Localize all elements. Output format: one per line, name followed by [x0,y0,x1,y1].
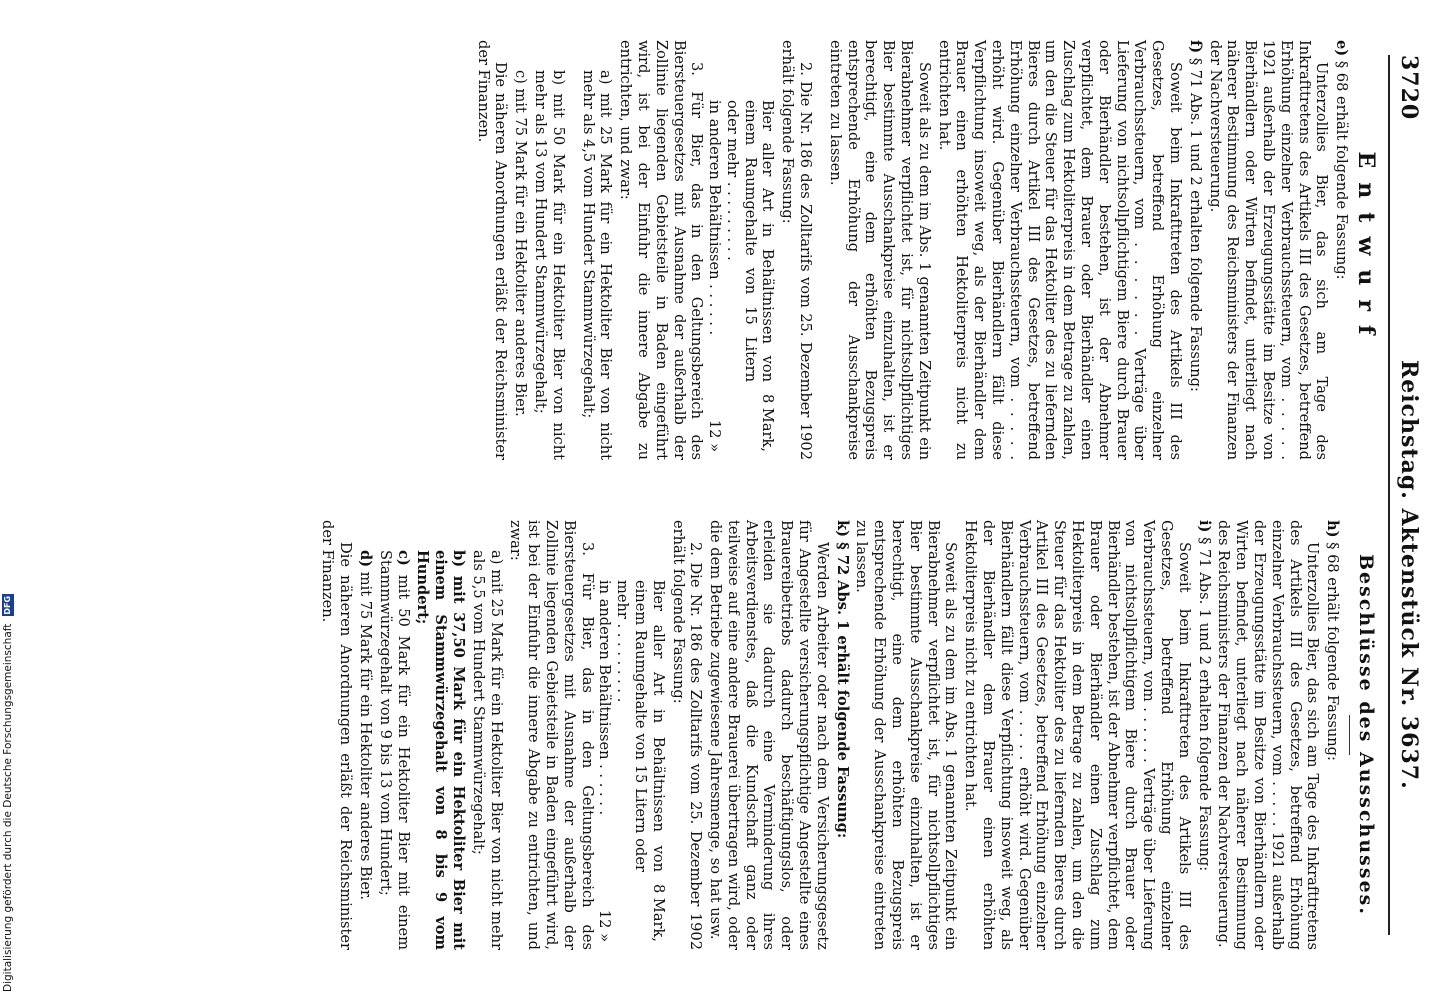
tariff-line: in anderen Behältnissen . . . . . . 12 » [596,580,614,942]
header-rule [1388,55,1390,935]
item-k: k) § 72 Abs. 1 erhält folgende Fassung: [833,520,851,839]
sub-item-b: b) mit 37,50 Mark für ein Hektoliter Bier mit einem Stammwürzegehalt von 8 bis 9 vom Hundert; [414,550,467,950]
paragraph: Soweit beim Inkrafttreten des Artikels III des Gesetzes, betreffend Erhöhung einzelner Verbrauchssteuern, vom . . . . . . Verträge über Lieferung von nichtsollpflichtigem Biere durch Brauer oder Bierhändler bestehen, ist der Abnehmer verpflichtet, dem Brauer oder Bierhändler einen Zuschlag zum Hektoliterpreis in dem Betrage zu zahlen, um den die Steuer für das Hektoliter des zu liefernden Bieres durch Artikel III des Gesetzes, betreffend Erhöhung einzelner Verbrauchssteuern, vom . . . . . erhöht wird. Gegenüber Bierhändlern fällt diese Verpflichtung insoweit weg, als der Bierhändler dem Brauer einen erhöhten Hektoliterpreis nicht zu entrichten hat. [962,520,1193,950]
tariff-line: in anderen Behältnissen . . . . . . 12 » [706,100,724,452]
column-beschluesse [317,520,1377,951]
dfg-logo: DFG [3,595,12,615]
paragraph: Soweit als zu dem im Abs. 1 genannten Zeitpunkt ein Bierabnehmer verpflichtet ist, für nichtsollpflichtiges Bier bestimmte Ausschankpreise einzuhalten, ist er berechtigt, eine dem erhöhten Bezugspreis entsprechende Erhöhung der Ausschankpreise eintreten zu lassen. [826,40,933,460]
column-heading: Beschlüsse des Ausschusses. [1355,554,1377,916]
item-i: i) § 71 Abs. 1 und 2 erhalten folgende Fassung: [1195,520,1213,872]
item-3: 3. Für Bier, das in den Geltungsbereich des Biersteuergesetzes mit Ausnahme der außerhalb der Zollinie liegenden Gebietsteile in Baden eingeführt wird, ist bei der Einfuhr die innere Abgabe zu entrichten, und zwar: [617,40,706,460]
tariff-line: Bier aller Art in Behältnissen von einem Raumgehalte von 15 Litern oder mehr . . . . . . . . . 8 Mark, [723,100,777,452]
sub-item-a: a) mit 25 Mark für ein Hektoliter Bier von nicht mehr als 5,5 vom Hundert Stammwürzegehalt; [469,550,505,951]
running-title: Reichstag. Aktenstück Nr. 3637. [1396,360,1422,790]
paragraph: Soweit als zu dem im Abs. 1 genannten Zeitpunkt ein Bierabnehmer verpflichtet ist, für nichtsollpflichtiges Bier bestimmte Ausschankpreise einzuhalten, ist er berechtigt, eine dem erhöhten Bezugspreis entsprechende Erhöhung der Ausschankpreise eintreten zu lassen. [853,520,960,950]
sub-item-d: d) mit 75 Mark für ein Hektoliter anderes Bier. [356,550,374,900]
sub-item-a: a) mit 25 Mark für ein Hektoliter Bier von nicht mehr als 4,5 vom Hundert Stammwürzegehalt; [579,70,615,461]
column-heading: Entwurf [1353,151,1379,349]
heading-rule [1349,715,1350,755]
paragraph: Unterzollies Bier, das sich am Tage des Inkrafttretens des Artikels III des Gesetzes, betreffend Erhöhung einzelner Verbrauchssteuern, vom . . . . . 1921 außerhalb der Erzeugungsstätte im Besitze von Bierhändlern oder Wirten befindet, unterliegt nach näherer Bestimmung des Reichsministers der Finanzen der Nachversteuerung. [1206,40,1331,460]
sub-item-c: c) mit 75 Mark für ein Hektoliter anderes Bier. [512,70,530,417]
closing-note: Die näheren Anordnungen erläßt der Reichsminister der Finanzen. [474,40,510,460]
item-e: e) § 68 erhält folgende Fassung: [1333,40,1351,280]
item-3: 3. Für Bier, das in den Geltungsbereich des Biersteuergesetzes mit Ausnahme der außerhalb der Zollinie liegenden Gebietsteile in Baden eingeführt wird, ist bei der Einfuhr die innere Abgabe zu entrichten, und zwar: [507,520,596,950]
credit-text: Digitalisierung gefördert durch die Deutsche Forschungsgemeinschaft [2,623,14,992]
page-number: 3720 [1396,55,1422,121]
item-h: h) § 68 erhält folgende Fassung: [1324,520,1342,761]
item-f: f) § 71 Abs. 1 und 2 erhalten folgende Fassung: [1186,40,1204,392]
paragraph: Soweit beim Inkrafttreten des Artikels III des Gesetzes, betreffend Erhöhung einzelner Verbrauchssteuern, vom . . . . . . Verträge über Lieferung von nichtsollpflichtigem Biere durch Brauer oder Bierhändler bestehen, ist der Abnehmer verpflichtet, dem Brauer oder Bierhändler einen Zuschlag zum Hektoliterpreis in dem Betrage zu zahlen, um den die Steuer für das Hektoliter des zu liefernden Bieres durch Artikel III des Gesetzes, betreffend Erhöhung einzelner Verbrauchssteuern, vom . . . . . erhöht wird. Gegenüber Bierhändlern fällt diese Verpflichtung insoweit weg, als der Bierhändler dem Brauer einen erhöhten Hektoliterpreis nicht zu entrichten hat. [935,40,1185,460]
column-entwurf [472,40,1379,461]
paragraph: Werden Arbeiter oder nach dem Versicherungsgesetz für Angestellte versicherungspflichtige Angestellte eines Brauereibetriebs dadurch beschäftigungslos, oder erleiden sie dadurch eine Verminderung ihres Arbeitsverdienstes, daß die Kundschaft ganz oder teilweise auf eine andere Brauerei übertragen wird, oder die dem Betriebe zugewiesene Jahresmenge, so hat usw. [707,520,831,950]
tariff-line: Bier aller Art in Behältnissen von einem Raumgehalte von 15 Litern oder mehr . . . . . . . . . 8 Mark, [614,580,667,942]
paragraph: Unterzollies Bier, das sich am Tage des Inkrafttretens des Artikels III des Gesetzes, betreffend Erhöhung einzelner Verbrauchssteuern, vom . . . . . 1921 außerhalb der Erzeugungsstätte im Besitze von Bierhändlern oder Wirten befindet, unterliegt nach näherer Bestimmung des Reichsministers der Finanzen der Nachversteuerung. [1215,520,1322,950]
sub-item-c: c) mit 50 Mark für ein Hektoliter Bier mit einem Stammwürzegehalt von 9 bis 13 vom Hundert; [376,550,412,951]
sub-item-b: b) mit 50 Mark für ein Hektoliter Bier von nicht mehr als 13 vom Hundert Stammwürzegehalt; [531,70,567,460]
tariff-intro: 2. Die Nr. 186 des Zolltarifs vom 25. Dezember 1902 erhält folgende Fassung: [779,40,815,460]
closing-note: Die näheren Anordnungen erläßt der Reichsminister der Finanzen. [319,520,355,950]
digitization-credit [2,594,14,992]
tariff-intro: 2. Die Nr. 186 des Zolltarifs vom 25. Dezember 1902 erhält folgende Fassung: [669,520,705,950]
